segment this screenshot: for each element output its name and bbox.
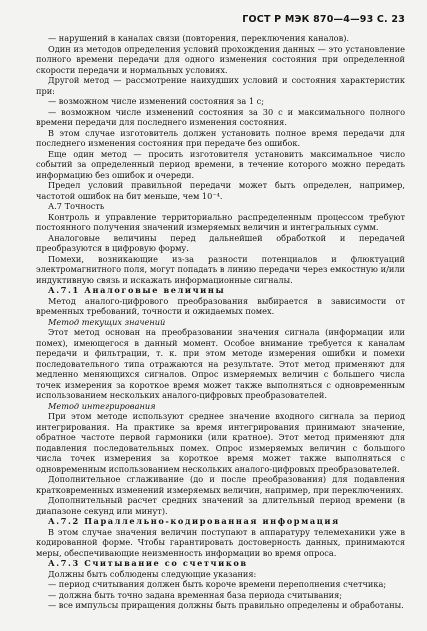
list-item: — период считывания должен быть короче времени переполнения счетчика; xyxy=(48,579,387,589)
page-body xyxy=(36,33,405,611)
paragraph: Один из методов определения условий прохождения данных — это установление полного времени передачи для одного изменения состояния при определенной скорости передачи и нормальных условиях. xyxy=(36,43,405,75)
page-header: ГОСТ Р МЭК 870—4—93 С. 23 xyxy=(242,14,405,25)
list-item: — должна быть точно задана временная база периода считывания; xyxy=(48,589,343,600)
paragraph: Помехи, возникающие из-за разности потенциалов и флюктуаций электромагнитного поля, могут попадать в линию передачи через емкостную и/или индуктивную связь и искажать информационные сигналы. xyxy=(36,253,405,285)
paragraph: Еще один метод — просить изготовителя установить максимальное число событий за определенный период времени, в течение которого можно передать информацию без ошибок и очереди. xyxy=(36,148,405,180)
list-item: — все импульсы приращения должны быть правильно определены и обработаны. xyxy=(48,600,404,610)
paragraph: В этом случае значения величин поступают в аппаратуру телемеханики уже в кодированной форме. Чтобы гарантировать достоверность данных, принимаются меры, обеспечивающие неизменность информации во время опроса. xyxy=(36,526,405,558)
paragraph: Этот метод основан на преобразовании значения сигнала (информации или помех), имеющегося в данный момент. Особое внимание требуется к каналам передачи и фильтрации, т. к. при этом методе измерения ошибки и помехи последовательного типа отражаются на результате. Этот метод применяют для медленно меняющихся сигналов. Опрос измеряемых величин с большего числа точек измерения за короткое время может также выполняться с одновременным использованием нескольких аналого-цифровых преобразователей. xyxy=(36,327,405,400)
paragraph: Дополнительное сглаживание (до и после преобразования) для подавления кратковременных изменений измеряемых величин, например, при переключениях. xyxy=(36,474,405,495)
method-heading: Метод интегрирования xyxy=(48,400,156,411)
method-heading: Метод текущих значений xyxy=(48,316,166,327)
paragraph: Должны быть соблюдены следующие указания: xyxy=(48,568,257,579)
paragraph: Аналоговые величины перед дальнейшей обработкой и передачей преобразуются в цифровую форму. xyxy=(36,232,405,253)
paragraph: Дополнительный расчет средних значений за длительный период времени (в диапазоне секунд или минут). xyxy=(36,495,405,516)
subsection-heading: А.7.2 Параллельно-кодированная информация xyxy=(48,516,340,526)
section-heading: А.7 Точность xyxy=(48,201,105,211)
subsection-heading: А.7.3 Считывание со счетчиков xyxy=(48,558,248,568)
paragraph: Предел условий правильной передачи может быть определен, например, частотой ошибок на бит меньше, чем 10⁻⁴. xyxy=(36,180,405,201)
paragraph: Контроль и управление территориально распределенным процессом требуют постоянного получения значений измеряемых величин и интегральных сумм. xyxy=(36,211,405,232)
paragraph: — нарушений в каналах связи (повторения, переключения каналов). xyxy=(48,33,350,43)
paragraph: Другой метод — рассмотрение наихудших условий и состояния характеристик при: xyxy=(36,75,405,96)
subsection-heading: А.7.1 Аналоговые величины xyxy=(48,285,226,295)
list-item: — возможном числе изменений состояния за 1 с; xyxy=(48,96,265,106)
paragraph: Метод аналого-цифрового преобразования выбирается в зависимости от временных требований, точности и ожидаемых помех. xyxy=(36,295,405,316)
paragraph: При этом методе используют среднее значение входного сигнала за период интегрирования. На практике за время интегрирования принимают значение, обратное частоте первой гармоники (или кратное). Этот метод применяют для подавления последовательных помех. Опрос измеряемых величин с большого числа точек измерения за короткое время может также выполняться с одновременным использованием нескольких аналого-цифровых преобразователей. xyxy=(36,411,405,474)
list-item: — возможном числе изменений состояния за 30 с и максимального полного времени передачи для последнего изменения состояния. xyxy=(36,106,405,127)
paragraph: В этом случае изготовитель должен установить полное время передачи для последнего изменения состояния при передаче без ошибок. xyxy=(36,127,405,148)
